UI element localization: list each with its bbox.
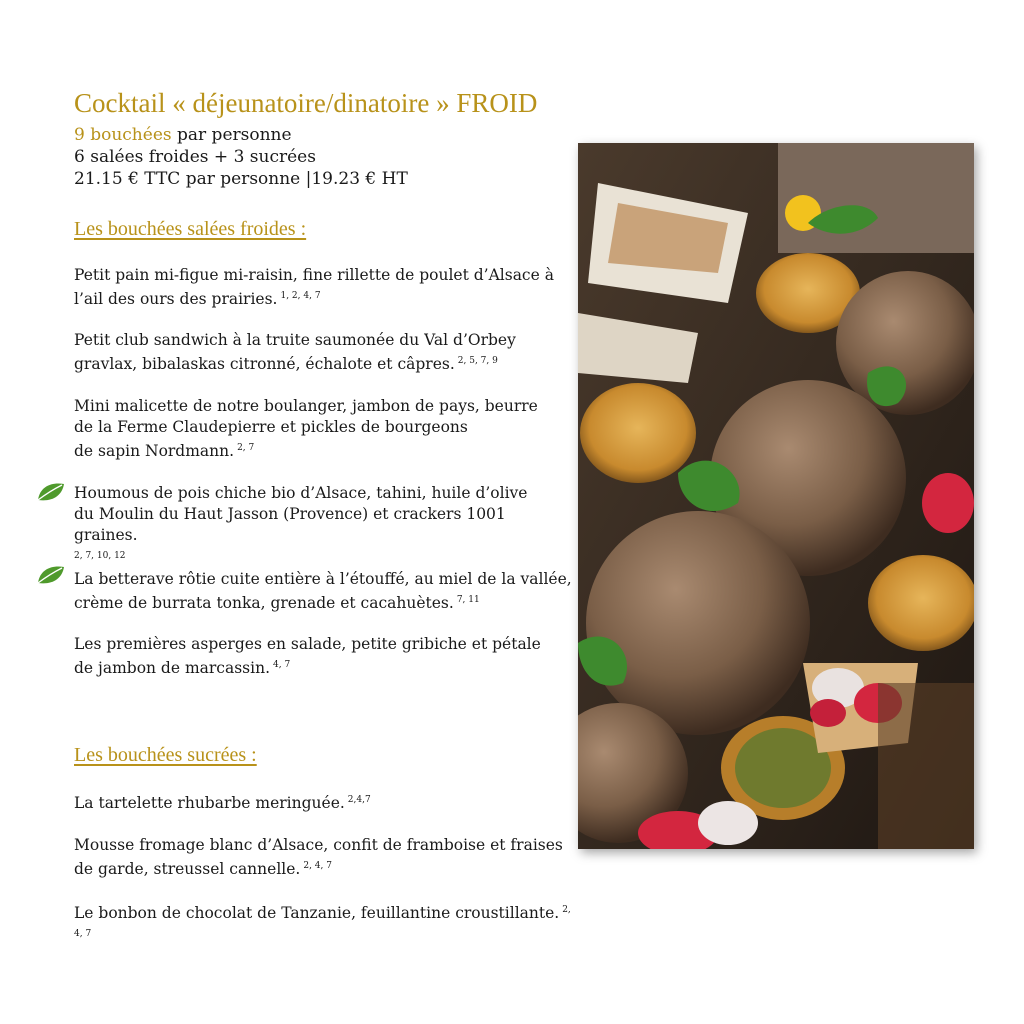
menu-item-sweet-3 [74,900,574,948]
item-description: Mini malicette de notre boulanger, jambon de pays, beurre de la Ferme Claudepierre et pickles de bourgeons de sapin Nordmann. [74,397,538,460]
allergen-codes: 2, 4, 7 [303,861,332,871]
allergen-codes: 2, 7, 10, 12 [74,551,126,561]
leaf-icon [36,480,66,504]
sweet-heading: Les bouchées sucrées : [74,744,257,766]
savory-heading: Les bouchées salées froides : [74,218,307,240]
menu-item-savory-1 [74,265,574,310]
item-description: Le bonbon de chocolat de Tanzanie, feuillantine croustillante. [74,904,560,922]
item-description: La betterave rôtie cuite entière à l’étouffé, au miel de la vallée, crème de burrata tonka, grenade et cacahuètes. [74,570,572,612]
item-description: Mousse fromage blanc d’Alsace, confit de framboise et fraises de garde, streussel cannelle. [74,836,563,878]
allergen-codes: 7, 11 [456,595,480,605]
intro-block [74,124,408,190]
menu-item-sweet-1 [74,790,574,814]
page-title: Cocktail « déjeunatoire/dinatoire » FROID [74,88,538,118]
composition-line: 6 salées froides + 3 sucrées [74,147,316,167]
allergen-codes: 2,4,7 [347,795,371,805]
bouchees-count-suffix: par personne [171,125,292,145]
allergen-codes: 2, 5, 7, 9 [457,356,498,366]
bouchees-count: 9 bouchées [74,125,172,145]
food-photo-illustration [578,143,974,849]
menu-item-sweet-2 [74,835,574,880]
bouchees-count-line [74,124,408,146]
food-photo [578,143,974,849]
leaf-icon [36,563,66,587]
item-description: Petit pain mi-figue mi-raisin, fine rillette de poulet d’Alsace à l’ail des ours des prairies. [74,266,554,308]
item-description: Les premières asperges en salade, petite gribiche et pétale de jambon de marcassin. [74,635,541,677]
menu-item-savory-2 [74,330,574,375]
menu-item-savory-6 [74,634,574,679]
menu-item-savory-4 [74,483,574,570]
allergen-codes: 2, 7 [237,443,255,453]
price-line: 21.15 € TTC par personne |19.23 € HT [74,169,408,189]
menu-item-savory-5 [74,569,574,614]
item-description: Houmous de pois chiche bio d’Alsace, tahini, huile d’olive du Moulin du Haut Jasson (Provence) et crackers 1001 graines. [74,484,528,544]
item-description: Petit club sandwich à la truite saumonée du Val d’Orbey gravlax, bibalaskas citronné, échalote et câpres. [74,331,516,373]
item-description: La tartelette rhubarbe meringuée. [74,794,345,812]
allergen-codes: 4, 7 [273,660,291,670]
allergen-codes: 2, 4, 7 [74,905,571,939]
allergen-codes: 1, 2, 4, 7 [280,291,321,301]
menu-item-savory-3 [74,396,574,462]
